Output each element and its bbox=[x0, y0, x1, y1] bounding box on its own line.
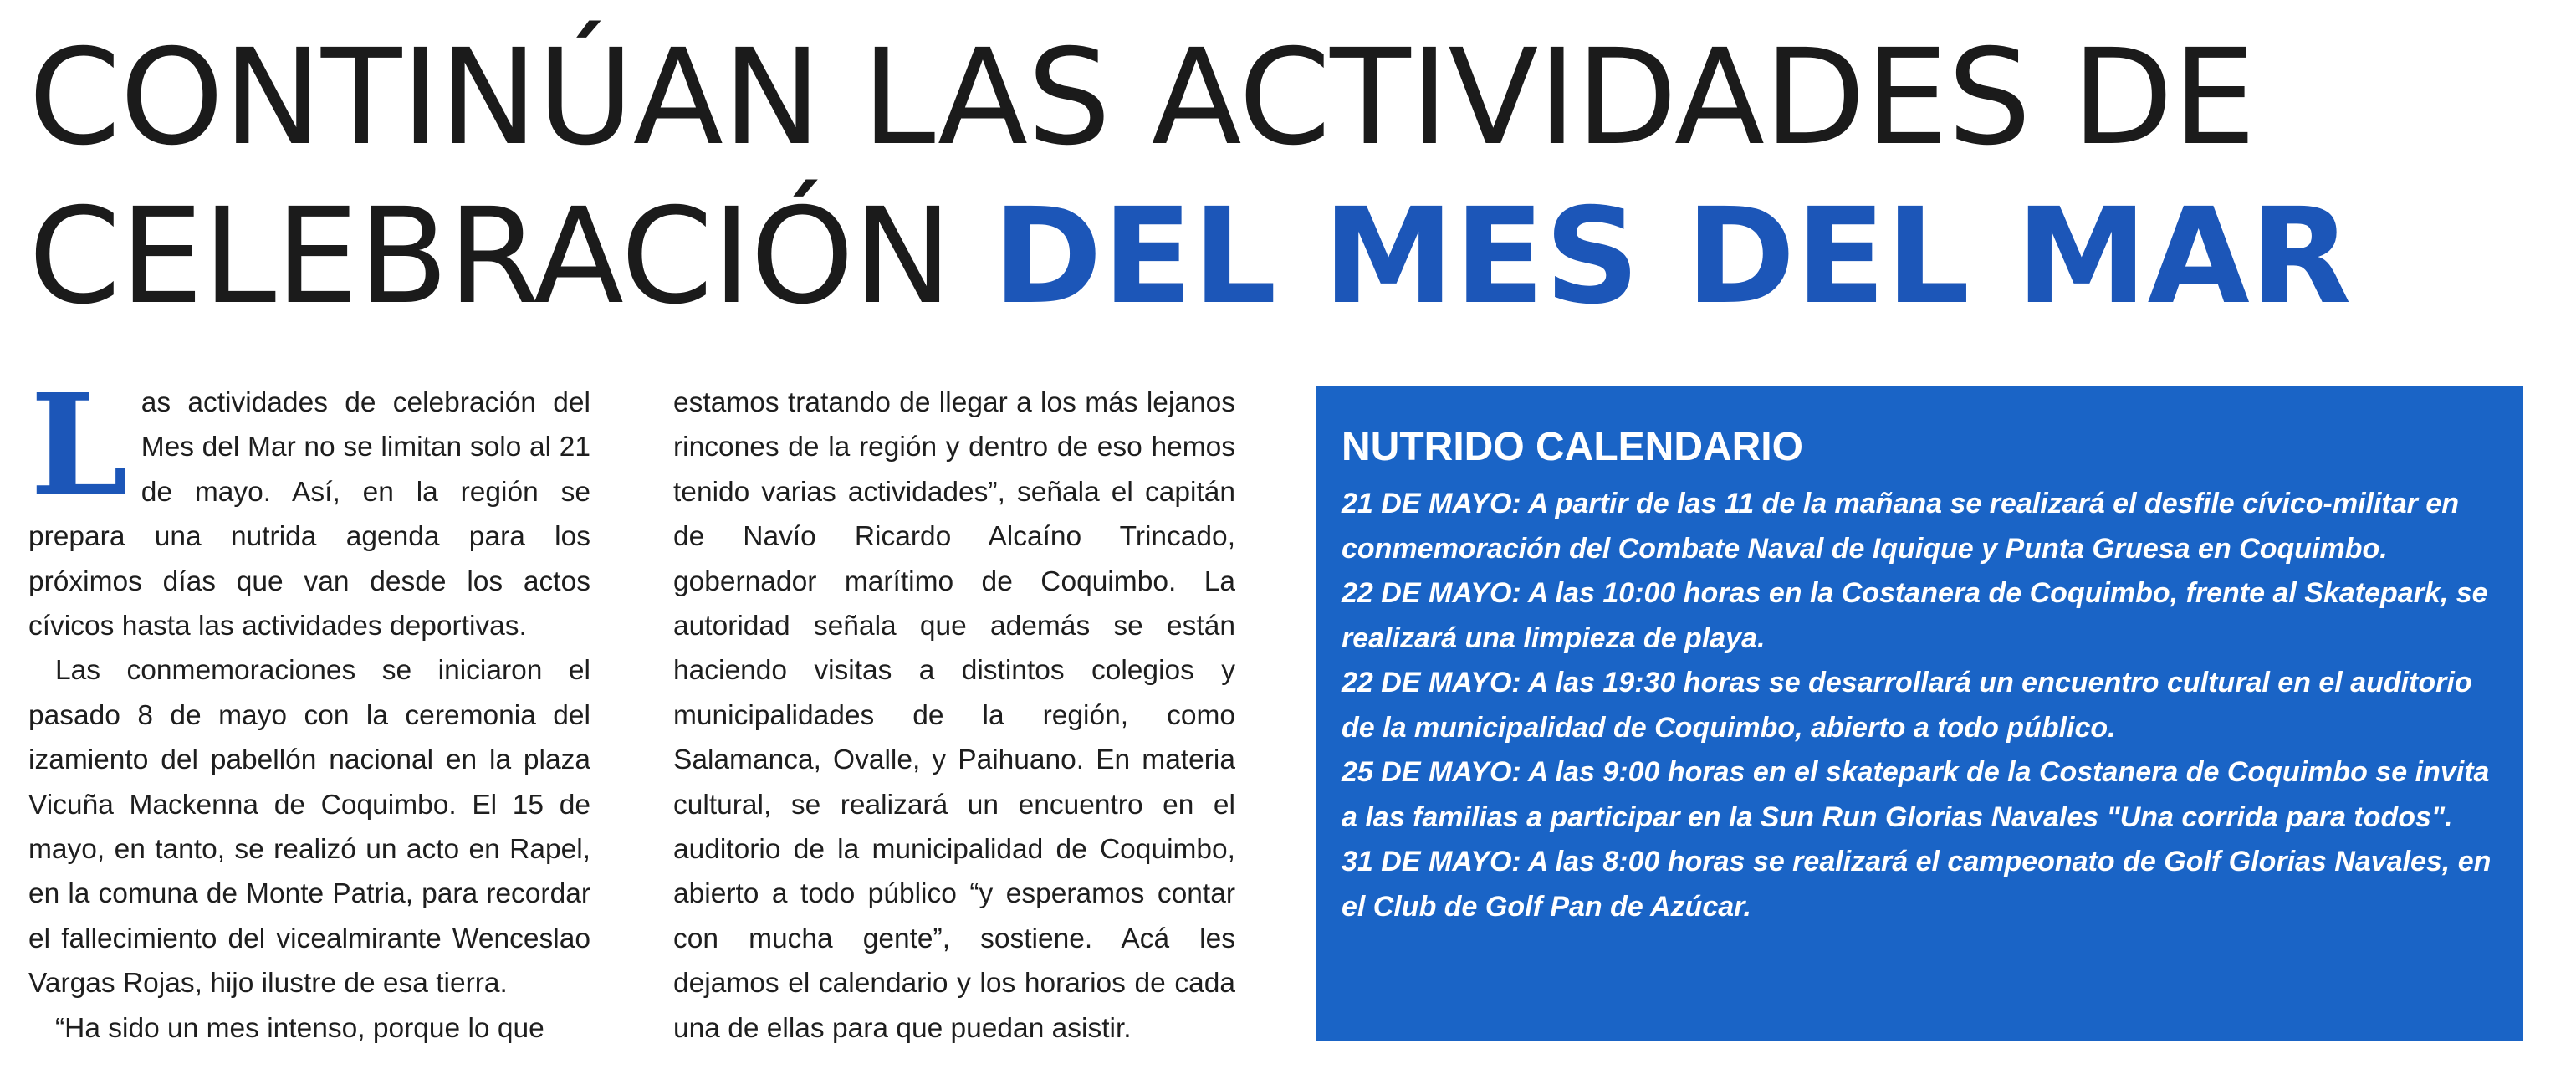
event-date: 31 DE MAYO: bbox=[1342, 846, 1521, 877]
drop-cap: L bbox=[30, 364, 128, 527]
calendar-event bbox=[1342, 571, 2503, 661]
event-date: 25 DE MAYO: bbox=[1342, 756, 1521, 788]
event-text: A las 8:00 horas se realizará el campeonato de Golf Glorias Navales, en el Club de Golf Pan de Azúcar. bbox=[1342, 846, 2492, 923]
sidebar-title: NUTRIDO CALENDARIO bbox=[1342, 425, 1803, 469]
headline-accent: DEL MES DEL MAR bbox=[992, 180, 2352, 334]
article-column-1 bbox=[28, 364, 590, 1051]
article-paragraph: “Ha sido un mes intenso, porque lo que bbox=[55, 1012, 544, 1044]
article-column-2 bbox=[673, 381, 1235, 1051]
headline-line-1: CONTINÚAN LAS ACTIVIDADES DE bbox=[28, 21, 2256, 175]
headline bbox=[28, 18, 2546, 336]
article-paragraph: estamos tratando de llegar a los más lejanos rincones de la región y dentro de eso hemos tenido varias actividades”, señala el capitán de Navío Ricardo Alcaíno Trincado, gobernador marítimo de Coquimbo. La autoridad señala que además se están haciendo visitas a distintos colegios y municipalidades de la región, como Salamanca, Ovalle, y Paihuano. En materia cultural, se realizará un encuentro en el auditorio de la municipalidad de Coquimbo, abierto a todo público “y esperamos contar con mucha gente”, sostiene. Acá les dejamos el calendario y los horarios de cada una de ellas para que puedan asistir. bbox=[673, 387, 1235, 1044]
event-text: A las 19:30 horas se desarrollará un encuentro cultural en el auditorio de la municipalidad de Coquimbo, abierto a todo público. bbox=[1342, 667, 2472, 744]
article-paragraph bbox=[28, 364, 590, 648]
article-paragraph: Las conmemoraciones se iniciaron el pasado 8 de mayo con la ceremonia del izamiento del pabellón nacional en la plaza Vicuña Mackenna de Coquimbo. El 15 de mayo, en tanto, se realizó un acto en Rapel, en la comuna de Monte Patria, para recordar el fallecimiento del vicealmirante Wenceslao Vargas Rojas, hijo ilustre de esa tierra. bbox=[28, 655, 590, 1000]
event-date: 21 DE MAYO: bbox=[1342, 488, 1521, 519]
event-text: A partir de las 11 de la mañana se realizará el desfile cívico-militar en conmemoración del Combate Naval de Iquique y Punta Gruesa en Coquimbo. bbox=[1342, 488, 2460, 565]
headline-prefix: CELEBRACIÓN bbox=[28, 180, 993, 334]
calendar-sidebar bbox=[1316, 386, 2523, 1041]
headline-line-2 bbox=[28, 177, 2546, 336]
event-date: 22 DE MAYO: bbox=[1342, 667, 1521, 698]
calendar-event bbox=[1342, 661, 2503, 750]
event-date: 22 DE MAYO: bbox=[1342, 577, 1521, 609]
event-text: A las 10:00 horas en la Costanera de Coquimbo, frente al Skatepark, se realizará una limpieza de playa. bbox=[1342, 577, 2488, 654]
calendar-event bbox=[1342, 482, 2503, 571]
paragraph-text: as actividades de celebración del Mes del Mar no se limitan solo al 21 de mayo. Así, en la región se prepara una nutrida agenda para los próximos días que van desde los actos cívicos hasta las actividades deportivas. bbox=[28, 387, 590, 642]
calendar-event bbox=[1342, 840, 2503, 929]
calendar-event bbox=[1342, 750, 2503, 840]
event-text: A las 9:00 horas en el skatepark de la Costanera de Coquimbo se invita a las familias a participar en la Sun Run Glorias Navales "Una corrida para todos". bbox=[1342, 756, 2490, 833]
